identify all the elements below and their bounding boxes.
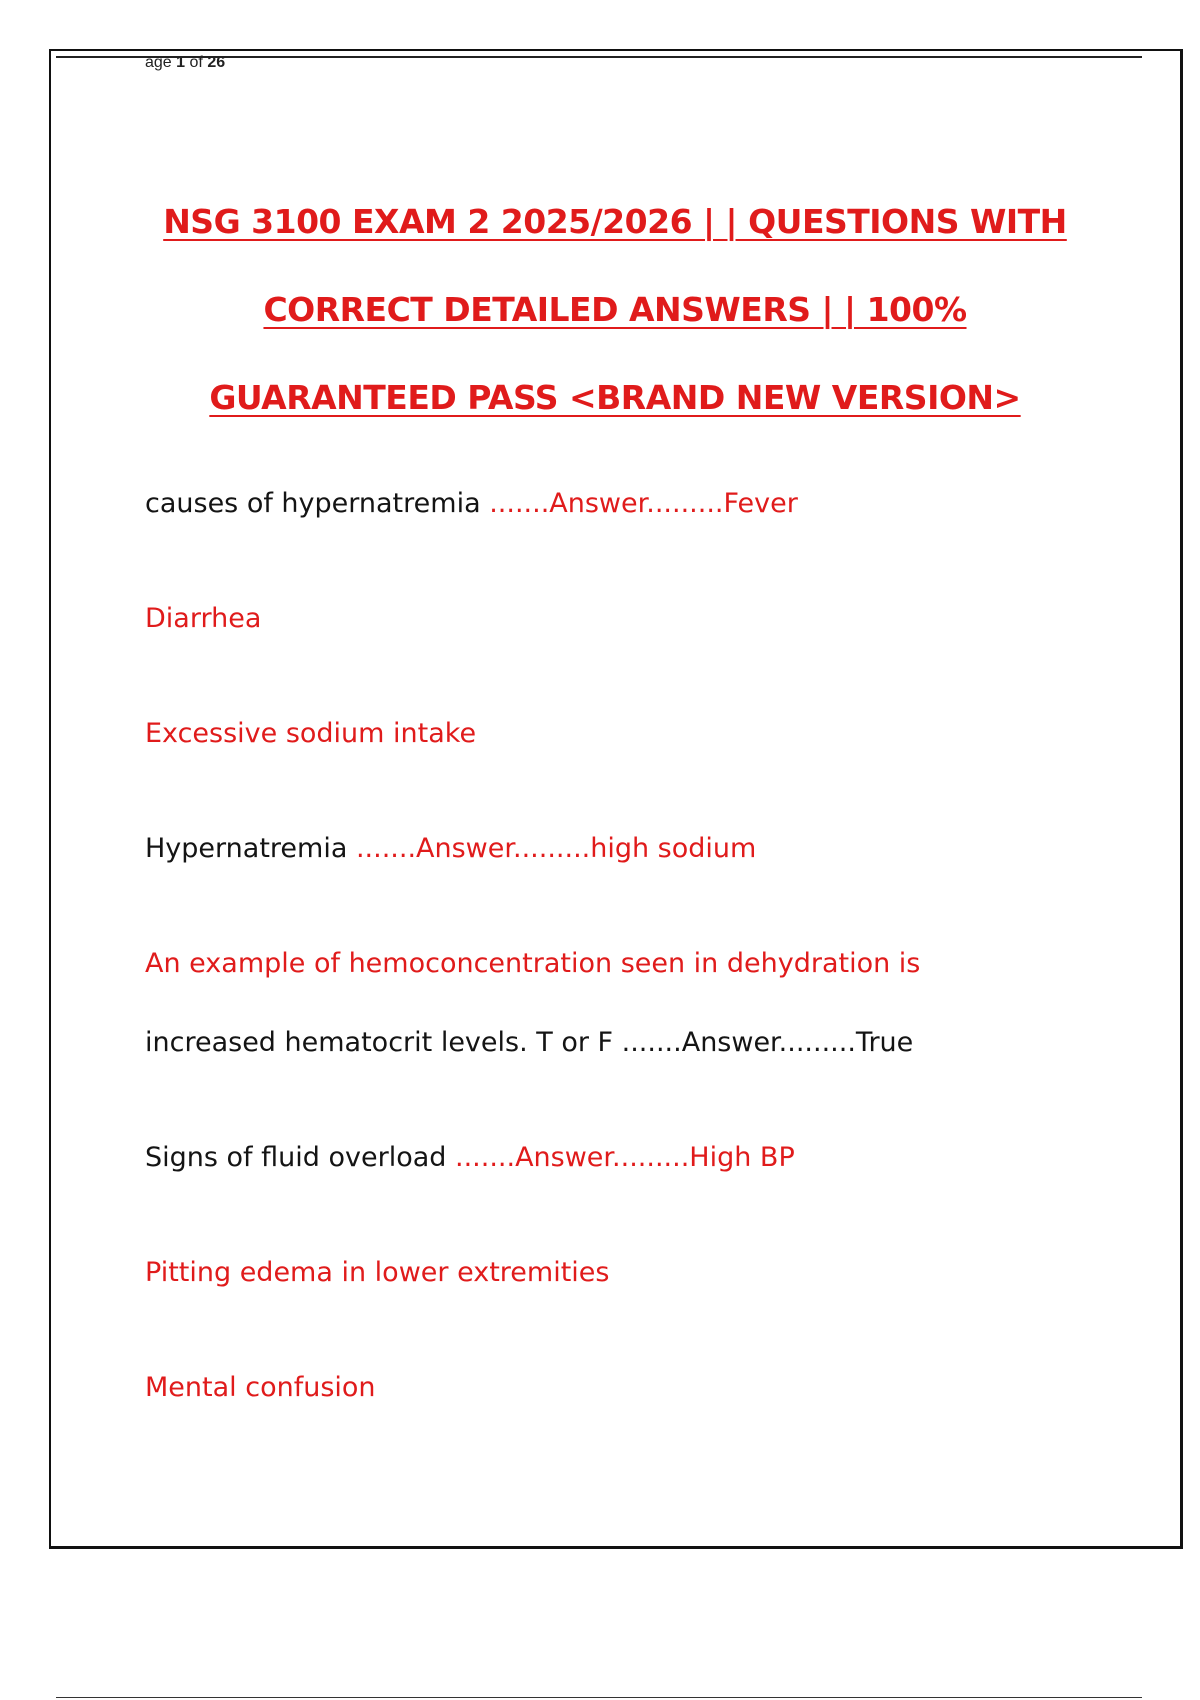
page-number: 1 <box>176 54 186 71</box>
question-text: causes of hypernatremia <box>145 488 490 519</box>
answer-text: .......Answer.........High BP <box>455 1142 795 1173</box>
answer-text: .......Answer.........Fever <box>489 488 798 519</box>
qa-item <box>145 1027 913 1059</box>
title-line-3: GUARANTEED PASS <BRAND NEW VERSION> <box>209 378 1021 417</box>
page-of: of <box>189 54 203 71</box>
question-text: An example of hemoconcentration seen in dehydration is <box>145 948 921 979</box>
qa-item <box>145 603 261 635</box>
answer-text: Diarrhea <box>145 603 262 634</box>
document-title <box>60 178 1170 442</box>
title-line-1: NSG 3100 EXAM 2 2025/2026 | | QUESTIONS WITH <box>163 202 1067 241</box>
qa-item <box>145 718 476 750</box>
answer-text: .......Answer.........high sodium <box>355 833 757 864</box>
qa-item <box>145 833 756 865</box>
title-line-2: CORRECT DETAILED ANSWERS | | 100% <box>263 290 967 329</box>
qa-item <box>145 1142 795 1174</box>
page-counter <box>145 54 225 72</box>
page-total: 26 <box>207 54 226 71</box>
qa-item <box>145 1372 376 1404</box>
answer-text: Mental confusion <box>145 1372 376 1403</box>
page-prefix: age <box>145 54 172 71</box>
qa-item <box>145 948 920 980</box>
qa-item <box>145 488 798 520</box>
question-text: Hypernatremia <box>145 833 356 864</box>
question-text: Signs of fluid overload <box>145 1142 455 1173</box>
footer-rule <box>56 1697 1142 1698</box>
answer-text: Pitting edema in lower extremities <box>145 1257 610 1288</box>
answer-text: Excessive sodium intake <box>145 718 477 749</box>
qa-item <box>145 1257 609 1289</box>
question-text: increased hematocrit levels. T or F .......Answer.........True <box>145 1027 914 1058</box>
